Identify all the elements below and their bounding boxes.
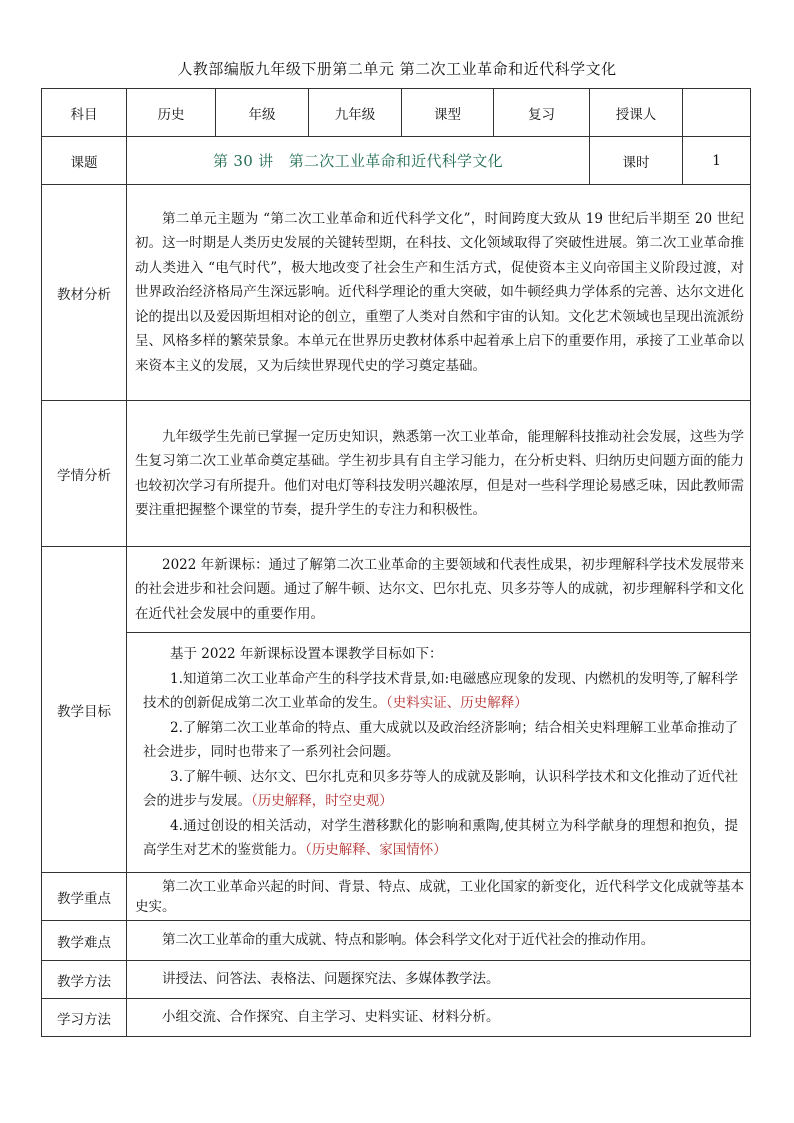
learning-methods-text: 小组交流、合作探究、自主学习、史料实证、材料分析。 <box>162 1009 500 1026</box>
teaching-methods-text: 讲授法、问答法、表格法、问题探究法、多媒体教学法。 <box>162 971 500 988</box>
teaching-methods-row <box>42 961 751 999</box>
goals-row <box>42 633 751 873</box>
student-analysis-text: 九年级学生先前已掌握一定历史知识，熟悉第一次工业革命，能理解科技推动社会发展，这些为学生复习第二次工业革命奠定基础。学生初步具有自主学习能力，在分析史料、归纳历史问题方面的能力也较初次学习有所提升。他们对电灯等科技发明兴趣浓厚，但是对一些科学理论易感乏味，因此教师需要注重把握整个课堂的节奏，提升学生的专注力和积极性。 <box>135 428 744 518</box>
class-hours-label: 课时 <box>590 137 683 185</box>
teacher-label: 授课人 <box>590 89 683 137</box>
goal-item: 1.知道第二次工业革命产生的科学技术背景,如:电磁感应现象的发现、内燃机的发明等,了解科学技术的创新促成第二次工业革命的发生。（史料实证、历史解释） <box>143 670 738 712</box>
header-row <box>42 89 751 137</box>
topic-label: 课题 <box>42 137 127 185</box>
goal-tag: （史料实证、历史解释） <box>386 695 528 712</box>
goal-item: 3.了解牛顿、达尔文、巴尔扎克和贝多芬等人的成就及影响，认识科学技术和文化推动了近代社会的进步与发展。（历史解释，时空史观） <box>143 768 738 810</box>
goals-list <box>127 639 750 866</box>
grade-value: 九年级 <box>309 89 402 137</box>
student-analysis-label: 学情分析 <box>42 401 127 547</box>
lesson-type-value: 复习 <box>494 89 590 137</box>
student-analysis-row <box>42 401 751 547</box>
subject-label: 科目 <box>42 89 127 137</box>
lesson-type-label: 课型 <box>402 89 494 137</box>
topic-row <box>42 137 751 185</box>
class-hours-value: 1 <box>683 137 751 185</box>
goal-tag: （历史解释、家国情怀） <box>305 842 447 859</box>
learning-methods-row <box>42 999 751 1037</box>
curriculum-standard-row <box>42 547 751 633</box>
document-title: 人教部编版九年级下册第二单元 第二次工业革命和近代科学文化 <box>177 60 617 78</box>
goal-item: 4.通过创设的相关活动，对学生潜移默化的影响和熏陶,使其树立为科学献身的理想和抱负，提高学生对艺术的鉴赏能力。（历史解释、家国情怀） <box>143 817 738 859</box>
teaching-methods-label: 教学方法 <box>42 961 127 999</box>
teacher-value <box>683 89 751 137</box>
teaching-goals-label: 教学目标 <box>42 547 127 873</box>
textbook-analysis-row <box>42 185 751 401</box>
textbook-analysis-label: 教材分析 <box>42 185 127 401</box>
goal-item: 2.了解第二次工业革命的特点、重大成就以及政治经济影响；结合相关史料理解工业革命推动了社会进步，同时也带来了一系列社会问题。 <box>143 719 738 761</box>
grade-label: 年级 <box>216 89 309 137</box>
goals-intro: 基于 2022 年新课标设置本课教学目标如下： <box>170 646 443 663</box>
key-points-text: 第二次工业革命兴起的时间、背景、特点、成就，工业化国家的新变化，近代科学文化成就等基本史实。 <box>135 878 744 915</box>
key-points-row <box>42 873 751 921</box>
goal-tag: （历史解释，时空史观） <box>251 793 393 810</box>
difficulties-label: 教学难点 <box>42 921 127 961</box>
subject-value: 历史 <box>127 89 216 137</box>
curriculum-standard-text: 2022 年新课标：通过了解第二次工业革命的主要领域和代表性成果，初步理解科学技术发展带来的社会进步和社会问题。通过了解牛顿、达尔文、巴尔扎克、贝多芬等人的成就，初步理解科学和文化在近代社会发展中的重要作用。 <box>135 556 744 622</box>
topic-value: 第 30 讲 第二次工业革命和近代科学文化 <box>127 137 590 185</box>
difficulties-row <box>42 921 751 961</box>
textbook-analysis-text: 第二单元主题为 “第二次工业革命和近代科学文化”，时间跨度大致从 19 世纪后半期至 20 世纪初。这一时期是人类历史发展的关键转型期，在科技、文化领域取得了突破性进展。第二次工业革命推动人类进入 “电气时代”，极大地改变了社会生产和生活方式，促使资本主义向帝国主义阶段过渡，对世界政治经济格局产生深远影响。近代科学理论的重大突破，如牛顿经典力学体系的完善、达尔文进化论的提出以及爱因斯坦相对论的创立，重塑了人类对自然和宇宙的认知。文化艺术领域也呈现出流派纷呈、风格多样的繁荣景象。本单元在世界历史教材体系中起着承上启下的重要作用，承接了工业革命以来资本主义的发展，又为后续世界现代史的学习奠定基础。 <box>135 210 744 374</box>
learning-methods-label: 学习方法 <box>42 999 127 1037</box>
key-points-label: 教学重点 <box>42 873 127 921</box>
difficulties-text: 第二次工业革命的重大成就、特点和影响。体会科学文化对于近代社会的推动作用。 <box>162 932 655 949</box>
lesson-plan-table <box>41 88 751 1037</box>
